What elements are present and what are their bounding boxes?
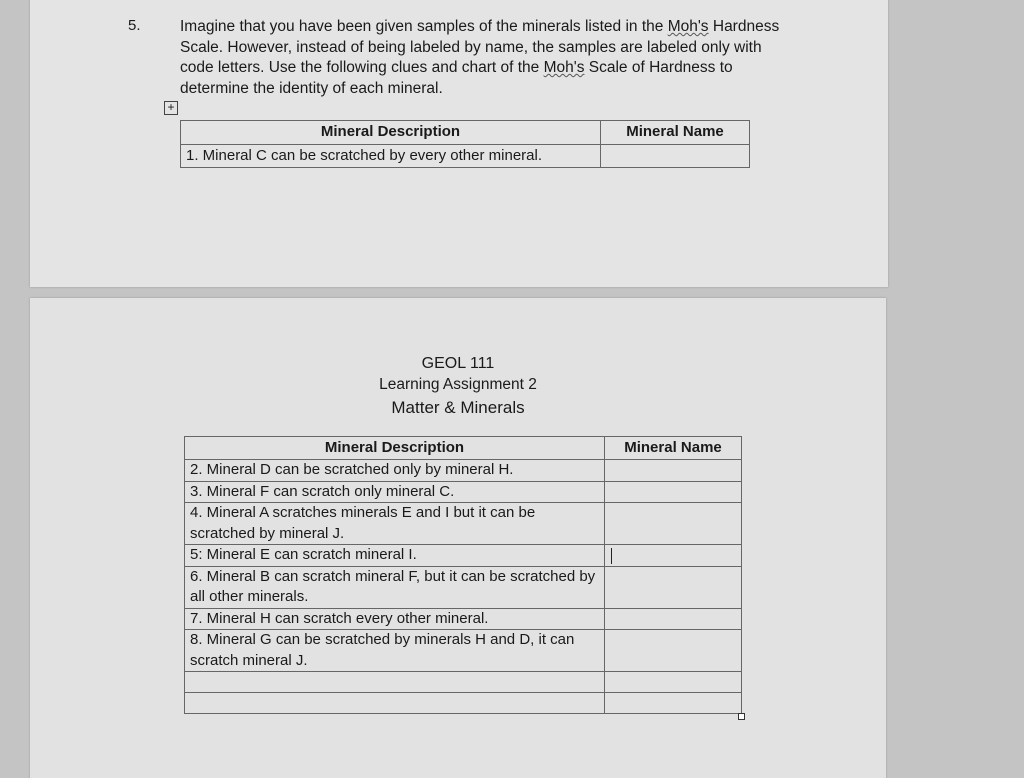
table-resize-handle[interactable]	[738, 713, 745, 720]
table-row	[185, 566, 742, 608]
table-row	[185, 545, 742, 567]
table-row	[185, 630, 742, 672]
name-cell[interactable]	[601, 145, 750, 168]
description-cell[interactable]: 3. Mineral F can scratch only mineral C.	[185, 481, 605, 503]
table-row	[185, 460, 742, 482]
text-cursor	[611, 548, 612, 564]
table-row	[185, 693, 742, 714]
description-cell[interactable]: 5: Mineral E can scratch mineral I.	[185, 545, 605, 567]
name-cell[interactable]	[605, 503, 742, 545]
description-cell[interactable]	[185, 693, 605, 714]
name-cell[interactable]	[605, 608, 742, 630]
question-text-part: Scale of Hardness to determine the identity of each mineral.	[180, 59, 733, 97]
table-row	[185, 672, 742, 693]
description-cell[interactable]: 8. Mineral G can be scratched by minerals H and D, it can scratch mineral J.	[185, 630, 605, 672]
name-cell[interactable]	[605, 672, 742, 693]
name-cell[interactable]	[605, 693, 742, 714]
topic-title: Matter & Minerals	[391, 398, 525, 417]
table-row	[185, 608, 742, 630]
column-header-name: Mineral Name	[605, 437, 742, 460]
table-row	[185, 481, 742, 503]
spellcheck-word[interactable]: Moh's	[667, 18, 709, 35]
column-header-description: Mineral Description	[185, 437, 605, 460]
name-cell[interactable]	[605, 545, 742, 567]
description-cell[interactable]: 2. Mineral D can be scratched only by mineral H.	[185, 460, 605, 482]
table-row	[185, 503, 742, 545]
table-move-handle-icon[interactable]: +	[164, 101, 178, 115]
description-cell[interactable]: 7. Mineral H can scratch every other mineral.	[185, 608, 605, 630]
name-cell[interactable]	[605, 481, 742, 503]
mineral-table-page1	[180, 120, 750, 168]
description-cell[interactable]: 1. Mineral C can be scratched by every other mineral.	[181, 145, 601, 168]
question-text-part: Hardness Scale. However, instead of being labeled by name, the samples are labeled only with code letters. Use the following clues and chart of the	[180, 18, 780, 76]
mineral-table-page2	[184, 436, 742, 714]
course-title: GEOL 111	[421, 355, 495, 372]
question-number: 5.	[128, 17, 141, 34]
name-cell[interactable]	[605, 630, 742, 672]
name-cell[interactable]	[605, 460, 742, 482]
question-text	[180, 17, 780, 99]
description-cell[interactable]: 4. Mineral A scratches minerals E and I but it can be scratched by mineral J.	[185, 503, 605, 545]
name-cell[interactable]	[605, 566, 742, 608]
spellcheck-word[interactable]: Moh's	[543, 59, 585, 76]
table-row	[181, 145, 750, 168]
description-cell[interactable]	[185, 672, 605, 693]
question-text-part: Imagine that you have been given samples of the minerals listed in the	[180, 18, 668, 35]
column-header-name: Mineral Name	[601, 121, 750, 145]
description-cell[interactable]: 6. Mineral B can scratch mineral F, but it can be scratched by all other minerals.	[185, 566, 605, 608]
assignment-title: Learning Assignment 2	[379, 376, 537, 393]
column-header-description: Mineral Description	[181, 121, 601, 145]
